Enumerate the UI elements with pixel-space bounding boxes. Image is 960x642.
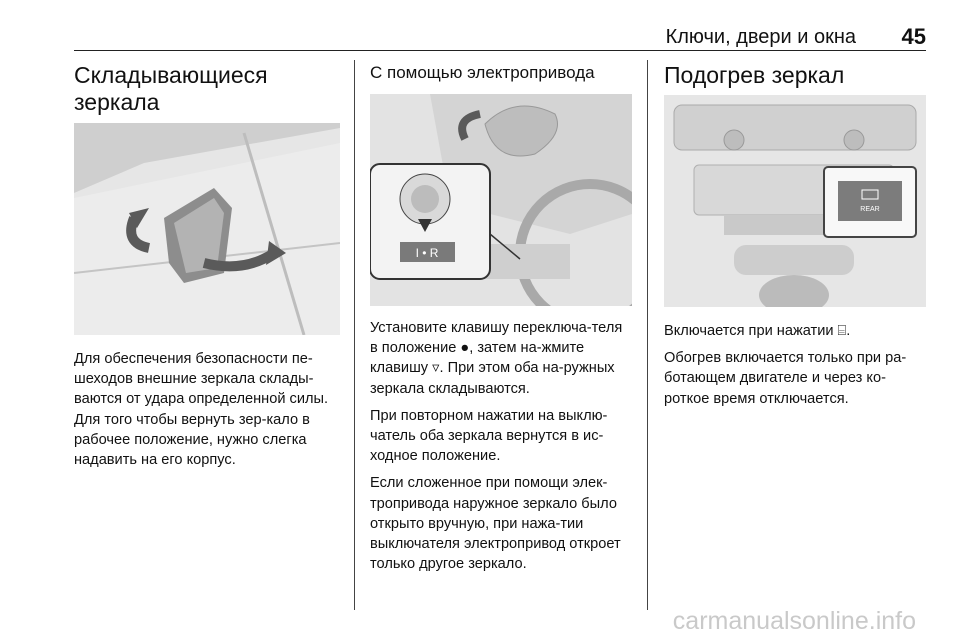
page-number: 45 [901, 24, 926, 49]
page-header [74, 18, 926, 51]
heading-heated-mirrors: Подогрев зеркал [664, 62, 845, 88]
heated-mirrors-text-2: Обогрев включается только при ра-ботающем двигателе и через ко-роткое время отключается. [664, 350, 907, 407]
column-folding-mirrors [74, 62, 340, 477]
column-divider [647, 60, 648, 610]
heated-mirrors-text-1: Включается при нажатии ⌸. [664, 323, 851, 339]
electric-folding-text-1: Установите клавишу переключа-теля в положение ●, затем на-жмите клавишу ▿. При этом оба на-ружных зеркала складываются. [370, 320, 623, 397]
watermark: carmanualsonline.info [672, 607, 916, 635]
heading-folding-mirrors: Складывающиеся зеркала [74, 62, 268, 115]
column-heated-mirrors [664, 62, 926, 416]
mirror-switch-illustration [370, 94, 632, 306]
switch-label: I • R [415, 246, 439, 260]
rear-button-label: REAR [860, 206, 880, 213]
column-electric-folding [370, 62, 632, 581]
electric-folding-text-3: Если сложенное при помощи элек-тропривода наружное зеркало было открыто вручную, при нажа-тии выключателя электропривод откроет только другое зеркало. [370, 475, 621, 573]
electric-folding-text-2: При повторном нажатии на выклю-чатель оба зеркала вернутся в ис-ходное положение. [370, 407, 608, 465]
heading-electric-drive: С помощью электропривода [370, 63, 595, 82]
heated-mirror-button-illustration [664, 95, 926, 307]
folding-mirror-illustration [74, 123, 340, 335]
column-divider [354, 60, 355, 610]
section-title: Ключи, двери и окна [665, 26, 856, 48]
folding-mirrors-text: Для обеспечения безопасности пе-шеходов внешние зеркала склады-ваются от удара определенной силы. Для того чтобы вернуть зер-кало в рабочее положение, нужно слегка надавить на его корпус. [74, 351, 329, 469]
